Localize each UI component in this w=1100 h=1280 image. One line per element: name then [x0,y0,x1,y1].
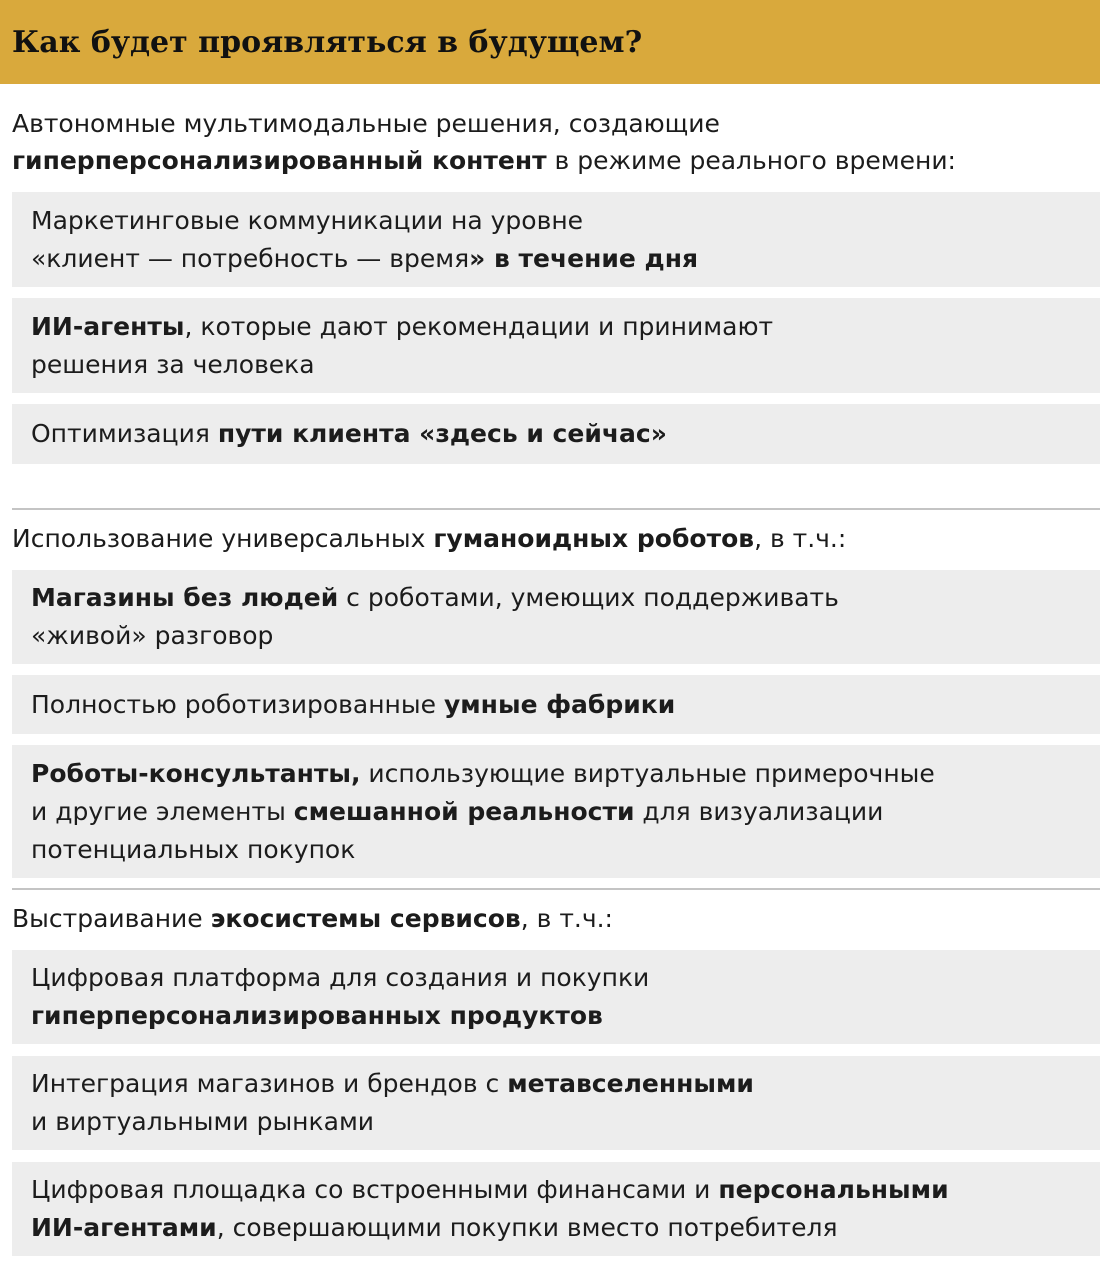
section-3-card-1: Цифровая платформа для создания и покупки гиперперсонализированных продуктов [12,950,1100,1044]
section-2-lead: Использование универсальных гуманоидных роботов, в т.ч.: [12,524,847,553]
section-3-lead: Выстраивание экосистемы сервисов, в т.ч.: [12,904,613,933]
section-1-card-2: ИИ-агенты, которые дают рекомендации и принимают решения за человека [12,298,1100,393]
section-3-card-3: Цифровая площадка со встроенными финансами и персональными ИИ-агентами, совершающими покупки вместо потребителя [12,1162,1100,1256]
section-divider-1 [12,508,1100,510]
section-2-card-1: Магазины без людей с роботами, умеющих поддерживать «живой» разговор [12,570,1100,664]
section-2-card-2: Полностью роботизированные умные фабрики [12,675,1100,734]
section-1-lead: Автономные мультимодальные решения, создающие гиперперсонализированный контент в режиме реального времени: [12,109,956,175]
page-title: Как будет проявляться в будущем? [12,24,643,60]
section-1-card-1: Маркетинговые коммуникации на уровне «клиент — потребность — время» в течение дня [12,192,1100,287]
header-bar [0,0,1100,84]
section-divider-2 [12,888,1100,890]
section-3-card-2: Интеграция магазинов и брендов с метавселенными и виртуальными рынками [12,1056,1100,1150]
section-2-card-3: Роботы-консультанты, использующие виртуальные примерочные и другие элементы смешанной реальности для визуализации потенциальных покупок [12,745,1100,878]
section-1-card-3: Оптимизация пути клиента «здесь и сейчас» [12,404,1100,464]
